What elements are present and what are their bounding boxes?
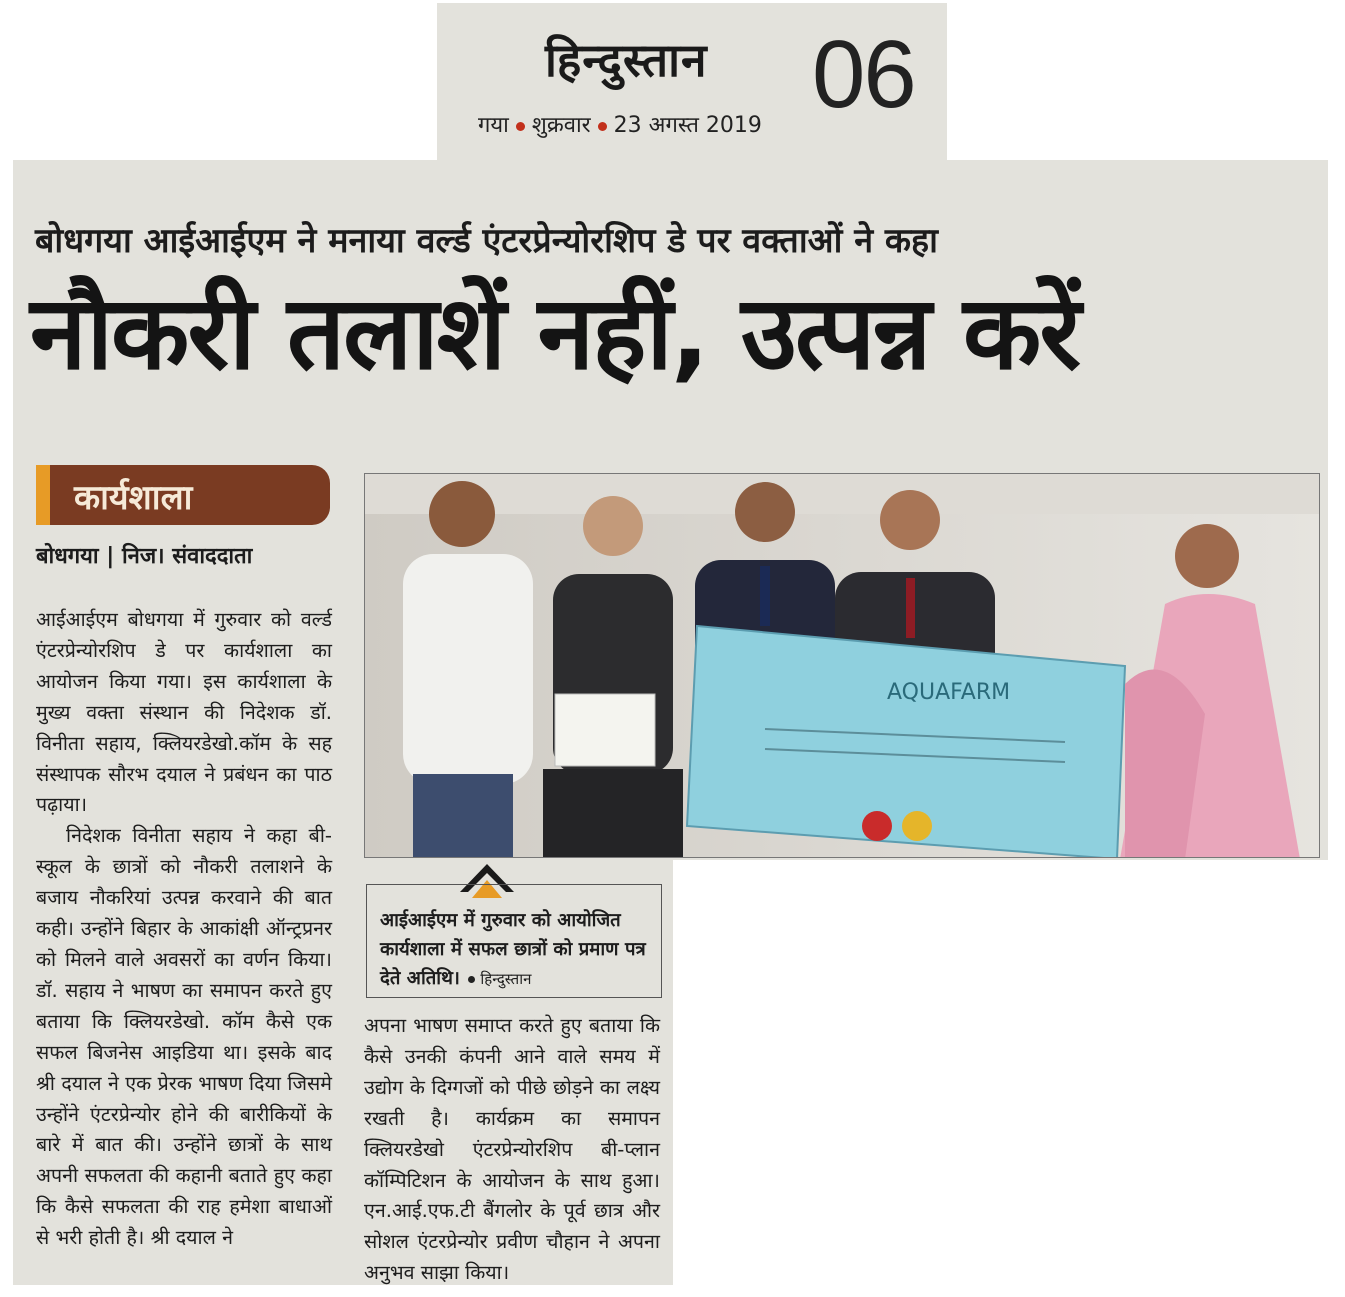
- credit-bullet-icon: [468, 976, 475, 983]
- article-paragraph: अपना भाषण समाप्त करते हुए बताया कि कैसे उनकी कंपनी आने वाले समय में उद्योग के दिग्गजों को पीछे छोड़ने का लक्ष्य रखती है। कार्यक्रम का समापन क्लियरडेखो एंटरप्रेन्योरशिप बी-प्लान कॉम्पिटिशन के आयोजन के साथ हुआ। एन.आई.एफ.टी बैंगलोर के पूर्व छात्र और सोशल एंटरप्रेन्योर प्रवीण चौहान ने अपना अनुभव साझा किया।: [364, 1014, 660, 1285]
- byline: बोधगया | निज। संवाददाता: [36, 544, 253, 569]
- article-paragraph: आईआईएम बोधगया में गुरुवार को वर्ल्ड एंटरप्रेन्योरशिप डे पर कार्यशाला का आयोजन किया गया। इस कार्यशाला के मुख्य वक्ता संस्थान की निदेशक डॉ. विनीता सहाय, क्लियरडेखो.कॉम के सह संस्थापक सौरभ दयाल ने प्रबंधन का पाठ पढ़ाया।: [36, 608, 332, 817]
- dateline-separator-icon: [516, 122, 525, 131]
- dateline: [478, 109, 762, 139]
- dateline-city: गया: [478, 113, 509, 138]
- article-column-left: [36, 605, 332, 1254]
- article-headline: नौकरी तलाशें नहीं, उत्पन्न करें: [30, 274, 1080, 393]
- dateline-date: 23 अगस्त 2019: [613, 113, 762, 138]
- section-tab: [36, 465, 330, 525]
- dateline-day: शुक्रवार: [531, 113, 591, 138]
- article-photo: [364, 473, 1320, 858]
- section-label: कार्यशाला: [74, 478, 193, 518]
- dateline-separator-icon: [598, 122, 607, 131]
- photo-illustration: [365, 474, 1320, 858]
- newspaper-name: हिन्दुस्तान: [545, 33, 708, 87]
- article-paragraph: निदेशक विनीता सहाय ने कहा बी-स्कूल के छात्रों को नौकरी तलाशने के बजाय नौकरियां उत्पन्न करवाने की बात कही। उन्होंने बिहार के आकांक्षी ऑन्ट्रप्रनर को मिलने वाले अवसरों का वर्णन किया। डॉ. सहाय ने भाषण का समापन करते हुए बताया कि क्लियरडेखो. कॉम कैसे एक सफल बिजनेस आइडिया था। इसके बाद श्री दयाल ने एक प्रेरक भाषण दिया जिसमे उन्होंने एंटरप्रेन्योर होने की बारीकियों के बारे में बात की। उन्होंने छात्रों के साथ अपनी सफलता की कहानी बताते हुए कहा कि कैसे सफलता की राह हमेशा बाधाओं से भरी होती है। श्री दयाल ने: [36, 824, 332, 1250]
- page-number: 06: [812, 21, 915, 128]
- photo-credit: [466, 970, 531, 988]
- photo-caption: [380, 906, 650, 994]
- article-kicker: बोधगया आईआईएम ने मनाया वर्ल्ड एंटरप्रेन्योरशिप डे पर वक्ताओं ने कहा: [35, 221, 938, 261]
- photo-credit-text: हिन्दुस्तान: [480, 970, 532, 988]
- certificate-text: AQUAFARM: [887, 680, 1011, 705]
- photo-caption-text: आईआईएम में गुरुवार को आयोजित कार्यशाला में सफल छात्रों को प्रमाण पत्र देते अतिथि।: [380, 910, 646, 989]
- article-column-right: [364, 1011, 660, 1289]
- section-tab-accent: [36, 465, 50, 525]
